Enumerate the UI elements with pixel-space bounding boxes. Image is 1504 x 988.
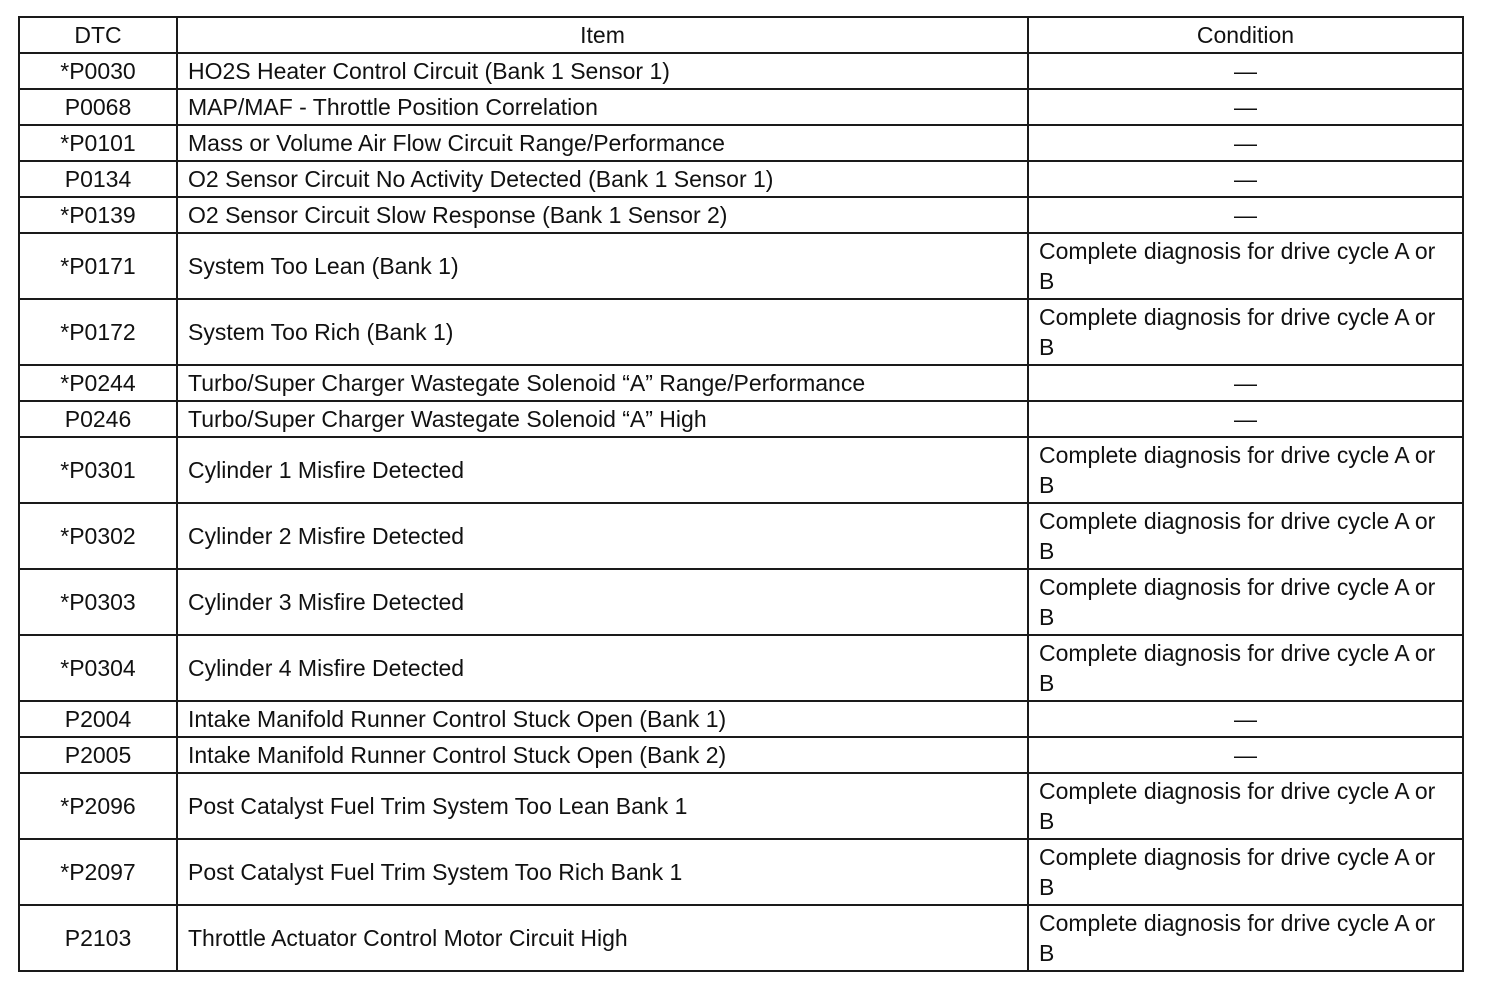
- table-row: [19, 365, 1463, 401]
- dtc-condition-cell: —: [1028, 53, 1463, 89]
- dtc-condition-cell: Complete diagnosis for drive cycle A or B: [1028, 569, 1463, 635]
- dtc-item-cell: Cylinder 3 Misfire Detected: [177, 569, 1028, 635]
- dtc-condition-cell: Complete diagnosis for drive cycle A or B: [1028, 233, 1463, 299]
- table-row: [19, 437, 1463, 503]
- table-row: [19, 299, 1463, 365]
- table-row: [19, 635, 1463, 701]
- dtc-table: [18, 16, 1464, 972]
- table-row: [19, 905, 1463, 971]
- dtc-condition-cell: —: [1028, 125, 1463, 161]
- dtc-code-cell: *P0244: [19, 365, 177, 401]
- dtc-item-cell: System Too Lean (Bank 1): [177, 233, 1028, 299]
- dtc-code-cell: P0134: [19, 161, 177, 197]
- table-row: [19, 53, 1463, 89]
- table-body: [19, 53, 1463, 971]
- dtc-condition-cell: —: [1028, 89, 1463, 125]
- dtc-item-cell: Mass or Volume Air Flow Circuit Range/Performance: [177, 125, 1028, 161]
- table-row: [19, 401, 1463, 437]
- table-header: [19, 17, 1463, 53]
- dtc-code-cell: *P0302: [19, 503, 177, 569]
- dtc-condition-cell: Complete diagnosis for drive cycle A or B: [1028, 437, 1463, 503]
- dtc-code-cell: *P0171: [19, 233, 177, 299]
- dtc-code-cell: P0068: [19, 89, 177, 125]
- dtc-condition-cell: Complete diagnosis for drive cycle A or B: [1028, 635, 1463, 701]
- dtc-item-cell: Turbo/Super Charger Wastegate Solenoid “A” Range/Performance: [177, 365, 1028, 401]
- dtc-item-cell: HO2S Heater Control Circuit (Bank 1 Sensor 1): [177, 53, 1028, 89]
- dtc-condition-cell: Complete diagnosis for drive cycle A or B: [1028, 773, 1463, 839]
- dtc-item-cell: Cylinder 1 Misfire Detected: [177, 437, 1028, 503]
- dtc-item-cell: Intake Manifold Runner Control Stuck Open (Bank 1): [177, 701, 1028, 737]
- dtc-code-cell: *P2097: [19, 839, 177, 905]
- dtc-condition-cell: —: [1028, 737, 1463, 773]
- dtc-item-cell: Post Catalyst Fuel Trim System Too Rich Bank 1: [177, 839, 1028, 905]
- dtc-code-cell: *P0172: [19, 299, 177, 365]
- dtc-code-cell: *P0101: [19, 125, 177, 161]
- dtc-code-cell: *P0301: [19, 437, 177, 503]
- header-row: [19, 17, 1463, 53]
- dtc-condition-cell: —: [1028, 197, 1463, 233]
- table-row: [19, 89, 1463, 125]
- dtc-code-cell: P2005: [19, 737, 177, 773]
- dtc-item-cell: Throttle Actuator Control Motor Circuit High: [177, 905, 1028, 971]
- dtc-item-cell: O2 Sensor Circuit Slow Response (Bank 1 Sensor 2): [177, 197, 1028, 233]
- dtc-item-cell: Cylinder 2 Misfire Detected: [177, 503, 1028, 569]
- dtc-condition-cell: —: [1028, 161, 1463, 197]
- table-row: [19, 773, 1463, 839]
- dtc-condition-cell: Complete diagnosis for drive cycle A or B: [1028, 299, 1463, 365]
- dtc-code-cell: *P0303: [19, 569, 177, 635]
- table-row: [19, 701, 1463, 737]
- dtc-item-cell: Cylinder 4 Misfire Detected: [177, 635, 1028, 701]
- header-item: Item: [177, 17, 1028, 53]
- dtc-condition-cell: —: [1028, 401, 1463, 437]
- table-row: [19, 233, 1463, 299]
- table-row: [19, 839, 1463, 905]
- dtc-code-cell: P2103: [19, 905, 177, 971]
- dtc-item-cell: MAP/MAF - Throttle Position Correlation: [177, 89, 1028, 125]
- dtc-item-cell: O2 Sensor Circuit No Activity Detected (Bank 1 Sensor 1): [177, 161, 1028, 197]
- header-dtc: DTC: [19, 17, 177, 53]
- table-row: [19, 161, 1463, 197]
- header-condition: Condition: [1028, 17, 1463, 53]
- dtc-item-cell: System Too Rich (Bank 1): [177, 299, 1028, 365]
- table-row: [19, 197, 1463, 233]
- dtc-item-cell: Turbo/Super Charger Wastegate Solenoid “A” High: [177, 401, 1028, 437]
- dtc-code-cell: P0246: [19, 401, 177, 437]
- dtc-code-cell: *P2096: [19, 773, 177, 839]
- table-row: [19, 737, 1463, 773]
- dtc-condition-cell: —: [1028, 701, 1463, 737]
- dtc-item-cell: Post Catalyst Fuel Trim System Too Lean Bank 1: [177, 773, 1028, 839]
- table-row: [19, 503, 1463, 569]
- dtc-condition-cell: —: [1028, 365, 1463, 401]
- dtc-code-cell: *P0139: [19, 197, 177, 233]
- dtc-condition-cell: Complete diagnosis for drive cycle A or B: [1028, 839, 1463, 905]
- dtc-condition-cell: Complete diagnosis for drive cycle A or B: [1028, 503, 1463, 569]
- table-row: [19, 569, 1463, 635]
- dtc-code-cell: P2004: [19, 701, 177, 737]
- dtc-code-cell: *P0304: [19, 635, 177, 701]
- dtc-item-cell: Intake Manifold Runner Control Stuck Open (Bank 2): [177, 737, 1028, 773]
- dtc-code-cell: *P0030: [19, 53, 177, 89]
- table-row: [19, 125, 1463, 161]
- dtc-condition-cell: Complete diagnosis for drive cycle A or B: [1028, 905, 1463, 971]
